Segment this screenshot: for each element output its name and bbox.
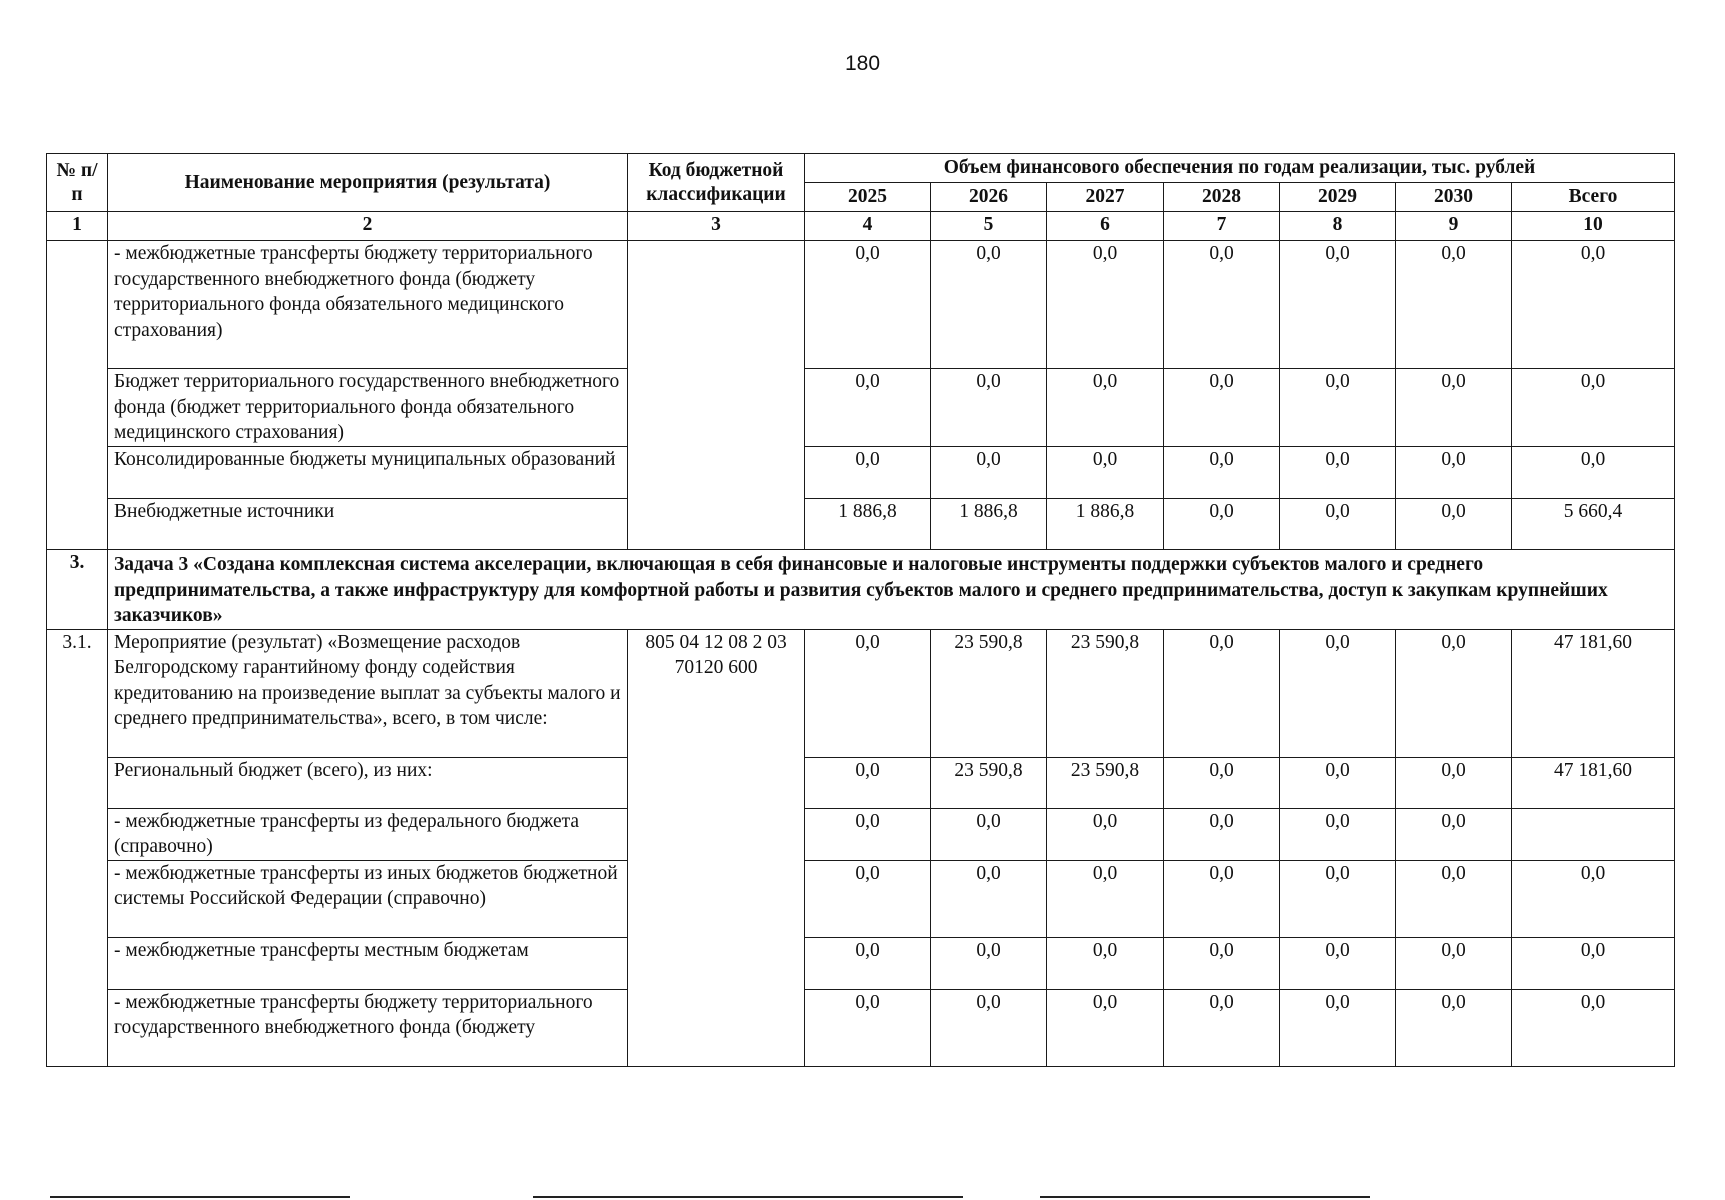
value-cell: 0,0 xyxy=(1396,499,1512,550)
scan-edge-line xyxy=(1040,1196,1370,1198)
measure-number: 3.1. xyxy=(47,629,108,1066)
value-cell: 0,0 xyxy=(1512,241,1675,369)
value-cell: 0,0 xyxy=(1047,447,1164,499)
column-number: 8 xyxy=(1280,212,1396,241)
column-number: 4 xyxy=(805,212,931,241)
header-year: 2030 xyxy=(1396,183,1512,212)
task-title: Задача 3 «Создана комплексная система акселерации, включающая в себя финансовые и налоговые инструменты поддержки субъектов малого и среднего предпринимательства, а также инфраструктуру для комфортной работы и развития субъектов малого и среднего предпринимательства, доступ к закупкам крупнейших заказчиков» xyxy=(108,550,1675,630)
row-name: - межбюджетные трансферты из иных бюджетов бюджетной системы Российской Федерации (справочно) xyxy=(108,860,628,937)
task-row xyxy=(47,550,1675,630)
value-cell: 0,0 xyxy=(1512,369,1675,447)
row-name: Внебюджетные источники xyxy=(108,499,628,550)
header-funding: Объем финансового обеспечения по годам реализации, тыс. рублей xyxy=(805,154,1675,183)
column-number: 5 xyxy=(931,212,1047,241)
value-cell: 0,0 xyxy=(931,369,1047,447)
value-cell: 0,0 xyxy=(1396,757,1512,808)
value-cell: 0,0 xyxy=(1396,629,1512,757)
value-cell: 1 886,8 xyxy=(1047,499,1164,550)
row-name: Региональный бюджет (всего), из них: xyxy=(108,757,628,808)
value-cell: 0,0 xyxy=(931,447,1047,499)
value-cell: 0,0 xyxy=(931,860,1047,937)
row-name: - межбюджетные трансферты из федерального бюджета (справочно) xyxy=(108,808,628,860)
value-cell: 0,0 xyxy=(1280,241,1396,369)
row-name: Мероприятие (результат) «Возмещение расходов Белгородскому гарантийному фонду содействия кредитованию на произведение выплат за субъекты малого и среднего предпринимательства», всего, в том числе: xyxy=(108,629,628,757)
value-cell: 0,0 xyxy=(1164,241,1280,369)
code-cell xyxy=(628,241,805,550)
value-cell: 0,0 xyxy=(1396,989,1512,1066)
header-no: № п/п xyxy=(47,154,108,212)
header-year: 2029 xyxy=(1280,183,1396,212)
column-number: 1 xyxy=(47,212,108,241)
column-number: 6 xyxy=(1047,212,1164,241)
column-number: 2 xyxy=(108,212,628,241)
header-total: Всего xyxy=(1512,183,1675,212)
value-cell: 0,0 xyxy=(1164,629,1280,757)
value-cell: 0,0 xyxy=(1396,808,1512,860)
row-name: Бюджет территориального государственного внебюджетного фонда (бюджет территориального фонда обязательного медицинского страхования) xyxy=(108,369,628,447)
value-cell: 0,0 xyxy=(805,241,931,369)
value-cell: 0,0 xyxy=(805,937,931,989)
value-cell: 0,0 xyxy=(931,241,1047,369)
value-cell: 0,0 xyxy=(1280,860,1396,937)
value-cell: 23 590,8 xyxy=(1047,629,1164,757)
value-cell: 0,0 xyxy=(1164,860,1280,937)
value-cell: 1 886,8 xyxy=(931,499,1047,550)
value-cell: 0,0 xyxy=(1396,369,1512,447)
value-cell: 0,0 xyxy=(1396,447,1512,499)
scan-edge-line xyxy=(533,1196,963,1198)
value-cell: 0,0 xyxy=(1396,241,1512,369)
table-row xyxy=(47,808,1675,860)
value-cell: 23 590,8 xyxy=(1047,757,1164,808)
header-code: Код бюджетной классификации xyxy=(628,154,805,212)
value-cell: 0,0 xyxy=(805,757,931,808)
value-cell: 23 590,8 xyxy=(931,629,1047,757)
value-cell: 0,0 xyxy=(1396,860,1512,937)
header-year: 2026 xyxy=(931,183,1047,212)
value-cell: 0,0 xyxy=(805,447,931,499)
header-year: 2025 xyxy=(805,183,931,212)
value-cell: 0,0 xyxy=(1280,989,1396,1066)
task-number: 3. xyxy=(47,550,108,630)
value-cell: 0,0 xyxy=(1164,757,1280,808)
value-cell: 0,0 xyxy=(1047,369,1164,447)
value-cell: 0,0 xyxy=(1280,937,1396,989)
value-cell: 0,0 xyxy=(1512,989,1675,1066)
row-name: Консолидированные бюджеты муниципальных образований xyxy=(108,447,628,499)
value-cell: 0,0 xyxy=(1280,447,1396,499)
funding-table xyxy=(46,153,1675,1067)
value-cell xyxy=(1512,808,1675,860)
value-cell: 0,0 xyxy=(1047,937,1164,989)
value-cell: 0,0 xyxy=(1164,989,1280,1066)
column-number: 10 xyxy=(1512,212,1675,241)
header-year: 2027 xyxy=(1047,183,1164,212)
value-cell: 0,0 xyxy=(1512,447,1675,499)
value-cell: 0,0 xyxy=(805,369,931,447)
table-row xyxy=(47,447,1675,499)
value-cell: 0,0 xyxy=(1164,499,1280,550)
value-cell: 0,0 xyxy=(1047,860,1164,937)
value-cell: 47 181,60 xyxy=(1512,757,1675,808)
value-cell: 23 590,8 xyxy=(931,757,1047,808)
value-cell: 0,0 xyxy=(931,808,1047,860)
value-cell: 0,0 xyxy=(1047,989,1164,1066)
table-row xyxy=(47,757,1675,808)
value-cell: 0,0 xyxy=(1396,937,1512,989)
value-cell: 0,0 xyxy=(1164,808,1280,860)
value-cell: 0,0 xyxy=(805,989,931,1066)
column-number: 3 xyxy=(628,212,805,241)
value-cell: 0,0 xyxy=(931,937,1047,989)
table-row xyxy=(47,989,1675,1066)
table-row xyxy=(47,499,1675,550)
value-cell: 0,0 xyxy=(1164,447,1280,499)
scan-edge-line xyxy=(50,1196,350,1198)
value-cell: 0,0 xyxy=(805,808,931,860)
value-cell: 0,0 xyxy=(1164,369,1280,447)
value-cell: 0,0 xyxy=(805,860,931,937)
row-name: - межбюджетные трансферты местным бюджетам xyxy=(108,937,628,989)
value-cell: 0,0 xyxy=(1512,937,1675,989)
header-year: 2028 xyxy=(1164,183,1280,212)
value-cell: 1 886,8 xyxy=(805,499,931,550)
table-row xyxy=(47,369,1675,447)
table-row xyxy=(47,241,1675,369)
row-name: - межбюджетные трансферты бюджету территориального государственного внебюджетного фонда (бюджету xyxy=(108,989,628,1066)
value-cell: 0,0 xyxy=(1164,937,1280,989)
column-number: 9 xyxy=(1396,212,1512,241)
value-cell: 0,0 xyxy=(1280,629,1396,757)
page-number: 180 xyxy=(844,52,881,75)
value-cell: 0,0 xyxy=(1047,241,1164,369)
value-cell: 5 660,4 xyxy=(1512,499,1675,550)
row-index-cell xyxy=(47,241,108,550)
table-row xyxy=(47,860,1675,937)
value-cell: 0,0 xyxy=(1280,499,1396,550)
value-cell: 0,0 xyxy=(1280,369,1396,447)
value-cell: 0,0 xyxy=(1047,808,1164,860)
value-cell: 0,0 xyxy=(931,989,1047,1066)
value-cell: 47 181,60 xyxy=(1512,629,1675,757)
column-number-row xyxy=(47,212,1675,241)
measure-row xyxy=(47,629,1675,757)
value-cell: 0,0 xyxy=(805,629,931,757)
header-name: Наименование мероприятия (результата) xyxy=(108,154,628,212)
value-cell: 0,0 xyxy=(1280,808,1396,860)
table-row xyxy=(47,937,1675,989)
value-cell: 0,0 xyxy=(1512,860,1675,937)
budget-code: 805 04 12 08 2 03 70120 600 xyxy=(628,629,805,1066)
value-cell: 0,0 xyxy=(1280,757,1396,808)
row-name: - межбюджетные трансферты бюджету территориального государственного внебюджетного фонда (бюджету территориального фонда обязательного медицинского страхования) xyxy=(108,241,628,369)
header-row xyxy=(47,154,1675,183)
column-number: 7 xyxy=(1164,212,1280,241)
